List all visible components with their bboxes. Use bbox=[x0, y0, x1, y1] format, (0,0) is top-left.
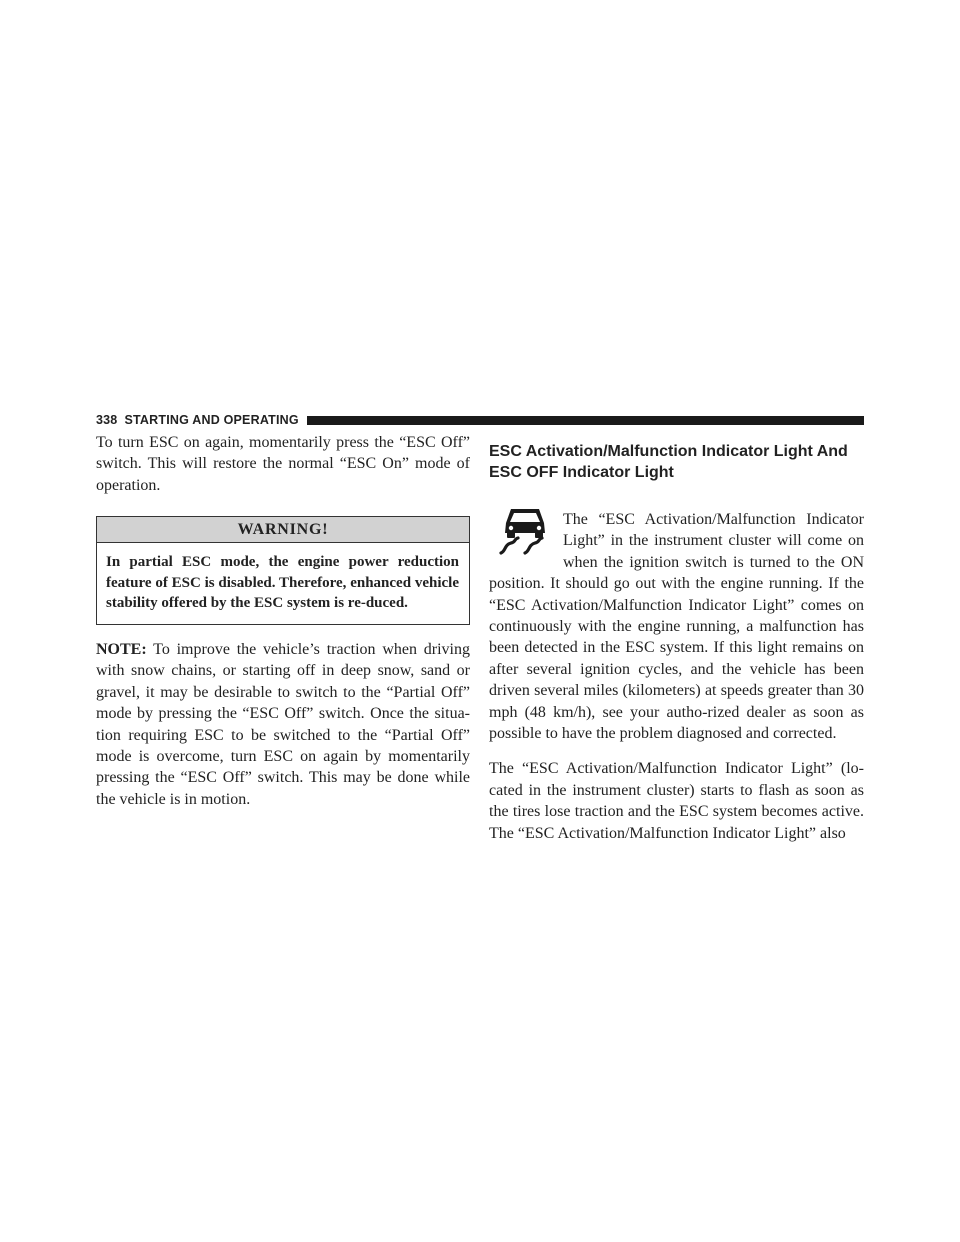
section-heading: ESC Activation/Malfunction Indicator Light And ESC OFF Indicator Light bbox=[489, 443, 848, 481]
right-column bbox=[489, 441, 864, 844]
section-title: STARTING AND OPERATING bbox=[124, 413, 299, 427]
warning-box bbox=[96, 516, 470, 625]
intro-paragraph: To turn ESC on again, momentarily press the “ESC Off” switch. This will restore the normal “ESC On” mode of operation. bbox=[96, 434, 470, 494]
warning-text: In partial ESC mode, the engine power reduction feature of ESC is disabled. Therefore, enhanced vehicle stability offered by the ESC system is re-duced. bbox=[106, 554, 459, 612]
indicator-paragraph-2: The “ESC Activation/Malfunction Indicator Light” (lo-cated in the instrument cluster) starts to flash as soon as the tires lose traction and the ESC system becomes active. The “ESC Activation/Malfunction Indicator Light” also bbox=[489, 760, 864, 842]
note-text: To improve the vehicle’s traction when driving with snow chains, or starting off in deep snow, sand or gravel, it may be desirable to switch to the “Partial Off” mode by pressing the “ESC Off” switch. Once the situa-tion requiring ESC to be switched to the “Partial Off” mode is overcome, turn ESC on again by momentarily pressing the “ESC Off” switch. This may be done while the vehicle is in motion. bbox=[96, 641, 470, 808]
warning-title: WARNING! bbox=[97, 517, 469, 543]
left-column bbox=[96, 432, 470, 810]
note-label: NOTE: bbox=[96, 641, 147, 658]
running-header bbox=[96, 412, 864, 428]
note-paragraph bbox=[96, 639, 470, 810]
esc-skidding-car-icon bbox=[497, 501, 553, 557]
indicator-paragraph-1: The “ESC Activation/Malfunction Indicator Light” in the instrument cluster will come on when the ignition switch is turned to the ON position. It should go out with the engine running. If the “ESC Activation/Malfunction Indicator Light” comes on continuously with the engine running, a malfunction has been detected in the ESC system. If this light remains on after several ignition cycles, and the vehicle has been driven several miles (kilometers) at speeds greater than 30 mph (48 km/h), see your autho-rized dealer as soon as possible to have the problem diagnosed and corrected. bbox=[489, 511, 864, 743]
page-number: 338 bbox=[96, 413, 118, 427]
header-rule bbox=[307, 416, 864, 425]
